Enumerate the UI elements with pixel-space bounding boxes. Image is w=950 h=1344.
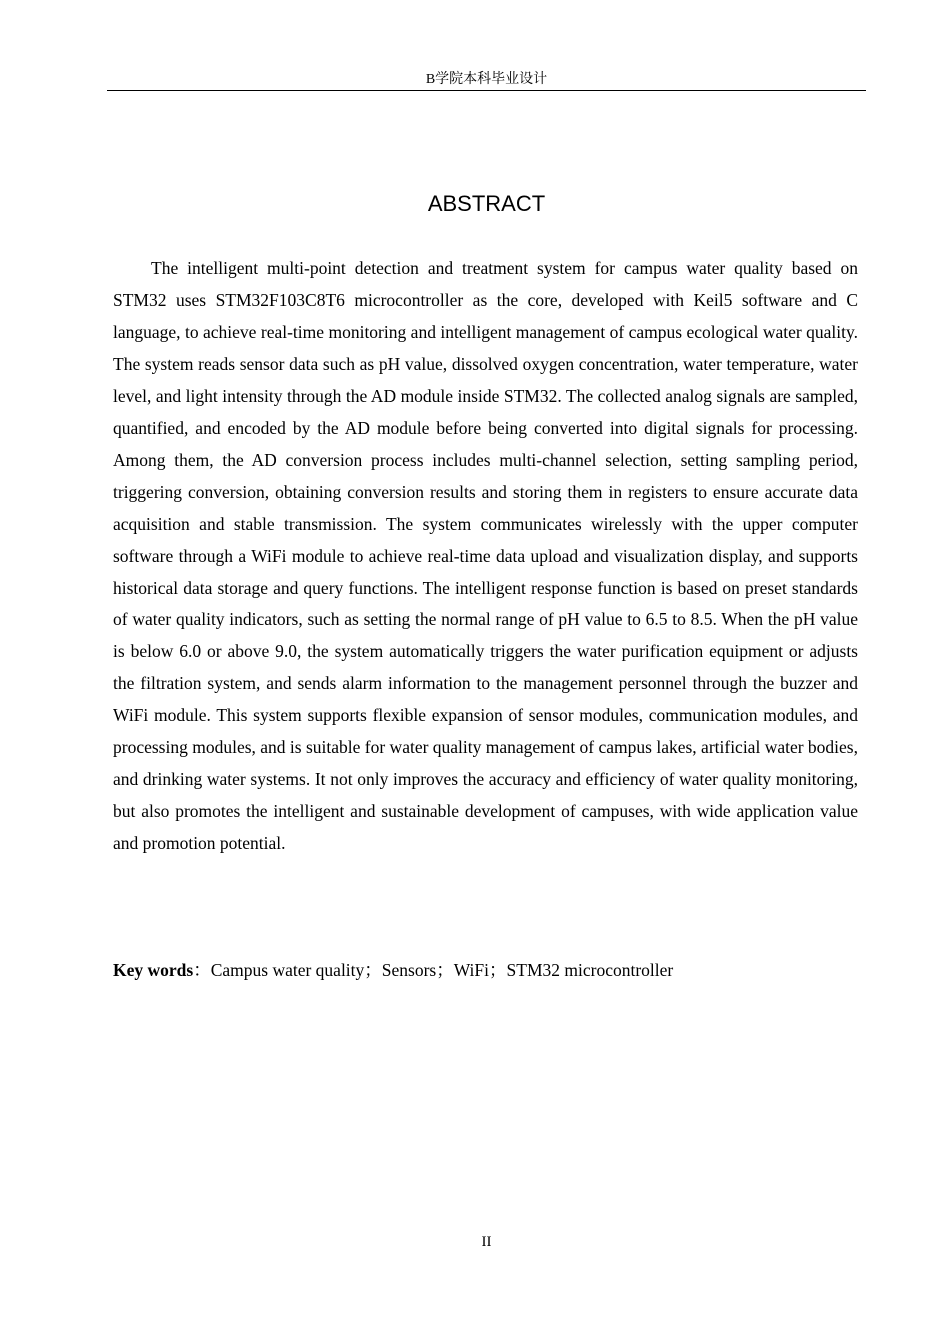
keywords-label: Key words bbox=[113, 960, 194, 980]
keywords-line bbox=[113, 954, 858, 986]
keyword-separator: ； bbox=[436, 960, 454, 980]
page-number: II bbox=[481, 1234, 492, 1250]
keyword-item: STM32 microcontroller bbox=[506, 960, 674, 980]
keyword-separator: ； bbox=[364, 960, 382, 980]
abstract-body: The intelligent multi-point detection and treatment system for campus water quality based on STM32 uses STM32F103C8T6 microcontroller as the core, developed with Keil5 software and C language, to achieve real-time monitoring and intelligent management of campus ecological water quality. The system reads sensor data such as pH value, dissolved oxygen concentration, water temperature, water level, and light intensity through the AD module inside STM32. The collected analog signals are sampled, quantified, and encoded by the AD module before being converted into digital signals for processing. Among them, the AD conversion process includes multi-channel selection, setting sampling period, triggering conversion, obtaining conversion results and storing them in registers to ensure accurate data acquisition and stable transmission. The system communicates wirelessly with the upper computer software through a WiFi module to achieve real-time data upload and visualization display, and supports historical data storage and query functions. The intelligent response function is based on preset standards of water quality indicators, such as setting the normal range of pH value to 6.5 to 8.5. When the pH value is below 6.0 or above 9.0, the system automatically triggers the water purification equipment or adjusts the filtration system, and sends alarm information to the management personnel through the buzzer and WiFi module. This system supports flexible expansion of sensor modules, communication modules, and processing modules, and is suitable for water quality management of campus lakes, artificial water bodies, and drinking water systems. It not only improves the accuracy and efficiency of water quality monitoring, but also promotes the intelligent and sustainable development of campuses, with wide application value and promotion potential. bbox=[113, 258, 858, 854]
keywords-label-separator: ： bbox=[193, 960, 211, 980]
running-header: B学院本科毕业设计 bbox=[107, 70, 866, 91]
keyword-item: WiFi bbox=[453, 960, 490, 980]
keyword-item: Sensors bbox=[381, 960, 437, 980]
keyword-item: Campus water quality bbox=[210, 960, 365, 980]
keyword-separator: ； bbox=[489, 960, 507, 980]
abstract-title: ABSTRACT bbox=[427, 191, 546, 216]
